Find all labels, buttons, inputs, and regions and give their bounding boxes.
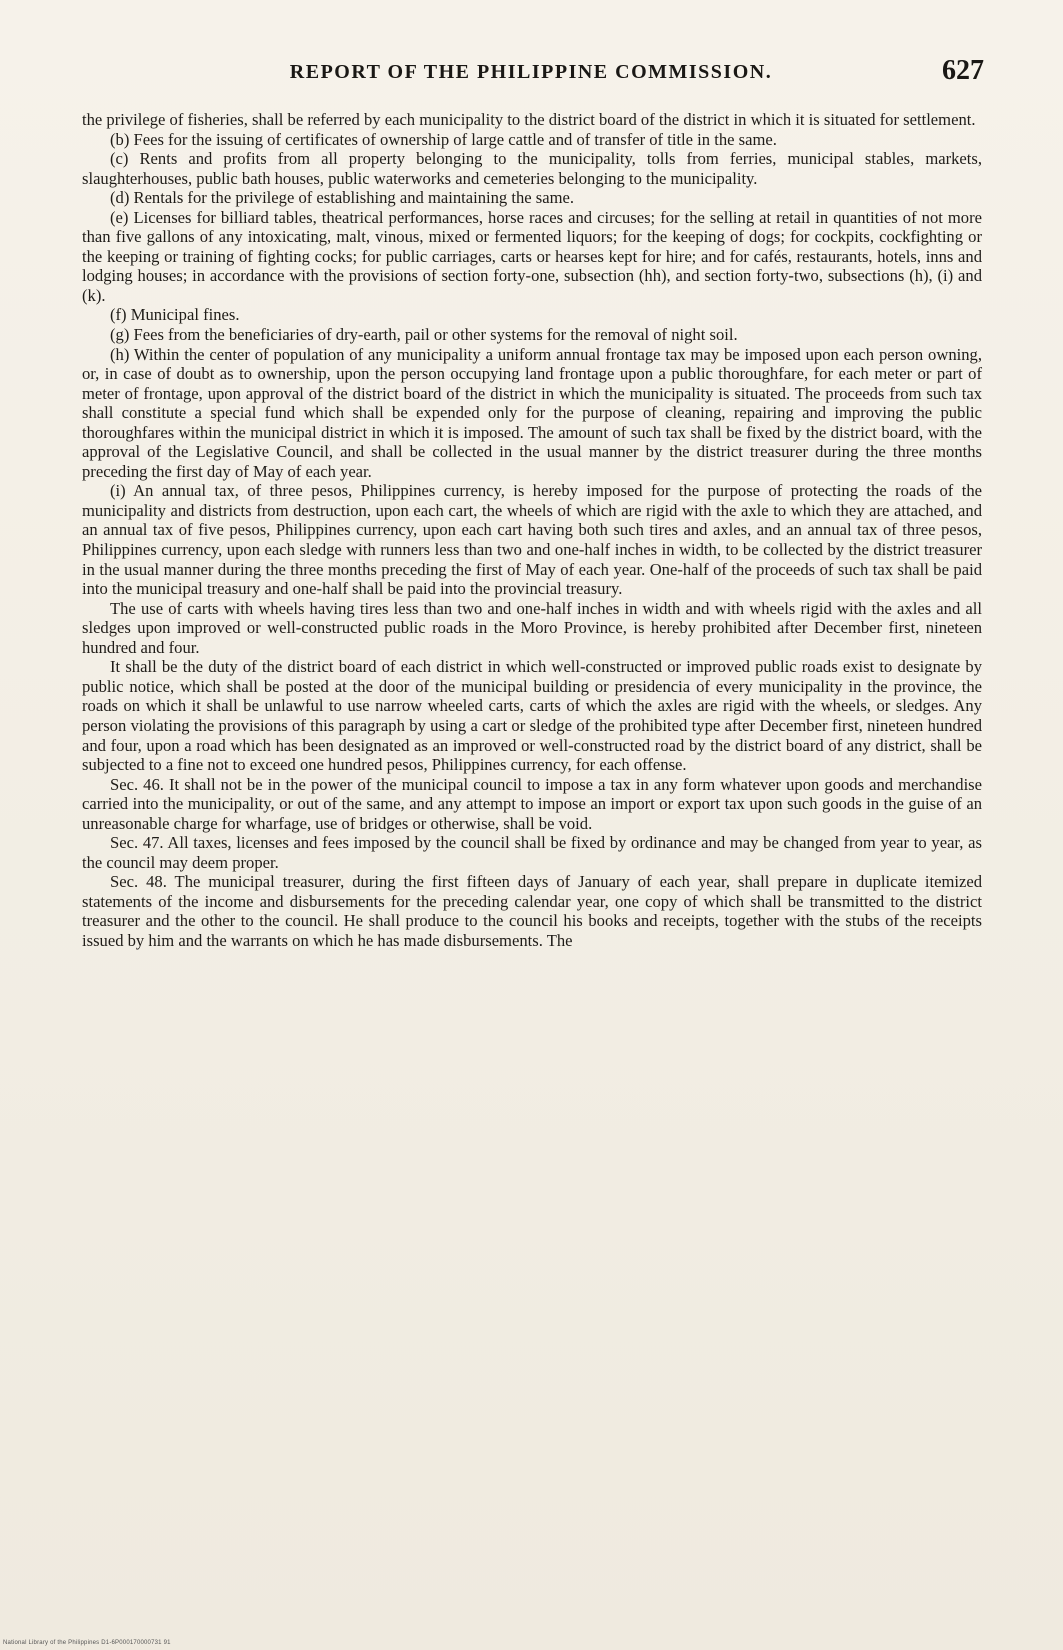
paragraph: (e) Licenses for billiard tables, theatrical performances, horse races and circuses; for the selling at retail in quantities of not more than five gallons of any intoxicating, malt, vinous, mixed or fermented liquors; for the keeping of dogs; for cockpits, cockfighting or the keeping or training of fighting cocks; for public carriages, carts or hearses kept for hire; and for cafés, restaurants, hotels, inns and lodging houses; in accordance with the provisions of section forty-one, subsection (hh), and section forty-two, subsections (h), (i) and (k). (82, 207, 982, 305)
paragraph: (c) Rents and profits from all property belonging to the municipality, tolls from ferries, municipal stables, markets, slaughterhouses, public bath houses, public waterworks and cemeteries belonging to the municipality. (82, 149, 982, 188)
running-head: REPORT OF THE PHILIPPINE COMMISSION. (289, 61, 773, 83)
paragraph: (g) Fees from the beneficiaries of dry-earth, pail or other systems for the removal of night soil. (110, 325, 738, 345)
paragraph: (d) Rentals for the privilege of establishing and maintaining the same. (110, 188, 575, 208)
body-text (82, 110, 982, 951)
paragraph: (i) An annual tax, of three pesos, Philippines currency, is hereby imposed for the purpose of protecting the roads of the municipality and districts from destruction, upon each cart, the wheels of which are rigid with the axle to which they are attached, and an annual tax of five pesos, Philippines currency, upon each cart having both such tires and axles, and an annual tax of three pesos, Philippines currency, upon each sledge with runners less than two and one-half inches in width, to be collected by the district treasurer in the usual manner during the three months preceding the first of May of each year. One-half of the proceeds of such tax shall be paid into the municipal treasury and one-half shall be paid into the provincial treasury. (82, 481, 982, 599)
paragraph: The use of carts with wheels having tires less than two and one-half inches in width and with wheels rigid with the axles and all sledges upon improved or well-constructed public roads in the Moro Province, is hereby prohibited after December first, nineteen hundred and four. (82, 598, 982, 657)
paragraph: (b) Fees for the issuing of certificates of ownership of large cattle and of transfer of title in the same. (110, 129, 777, 149)
paragraph: (h) Within the center of population of any municipality a uniform annual frontage tax may be imposed upon each person owning, or, in case of doubt as to ownership, upon the person occupying land frontage upon a public thoroughfare, for each meter or part of meter of frontage, upon approval of the district board of the district in which the municipality is situated. The proceeds from such tax shall constitute a special fund which shall be expended only for the purpose of cleaning, repairing and improving the public thoroughfares within the municipal district in which it is imposed. The amount of such tax shall be fixed by the district board, with the approval of the Legislative Council, and shall be collected in the usual manner by the district treasurer during the three months preceding the first day of May of each year. (82, 344, 982, 481)
paragraph: It shall be the duty of the district board of each district in which well-constructed or improved public roads exist to designate by public notice, which shall be posted at the door of the municipal building or presidencia of every municipality in the province, the roads on which it shall be unlawful to use narrow wheeled carts, carts of which the axles are rigid with the wheels, or sledges. Any person violating the provisions of this paragraph by using a cart or sledge of the prohibited type after December first, nineteen hundred and four, upon a road which has been designated as an improved or well-constructed road by the district board of any district, shall be subjected to a fine not to exceed one hundred pesos, Philippines currency, for each offense. (82, 657, 982, 775)
page-header (78, 55, 984, 95)
paragraph: Sec. 46. It shall not be in the power of the municipal council to impose a tax in any form whatever upon goods and merchandise carried into the municipality, or out of the same, and any attempt to impose an import or export tax upon such goods in the guise of an unreasonable charge for wharfage, use of bridges or otherwise, shall be void. (82, 774, 982, 833)
paragraph: (f) Municipal fines. (110, 305, 240, 325)
paragraph: Sec. 48. The municipal treasurer, during the first fifteen days of January of each year, shall prepare in duplicate itemized statements of the income and disbursements for the preceding calendar year, one copy of which shall be transmitted to the district treasurer and the other to the council. He shall produce to the council his books and receipts, together with the stubs of the receipts issued by him and the warrants on which he has made disbursements. The (82, 872, 982, 950)
paragraph: Sec. 47. All taxes, licenses and fees imposed by the council shall be fixed by ordinance and may be changed from year to year, as the council may deem proper. (82, 833, 982, 872)
page-number: 627 (942, 55, 984, 86)
paragraph: the privilege of fisheries, shall be referred by each municipality to the district board of the district in which it is situated for settlement. (82, 110, 976, 129)
scan-credit: National Library of the Philippines D1-6P000170000731 91 (3, 1640, 171, 1646)
